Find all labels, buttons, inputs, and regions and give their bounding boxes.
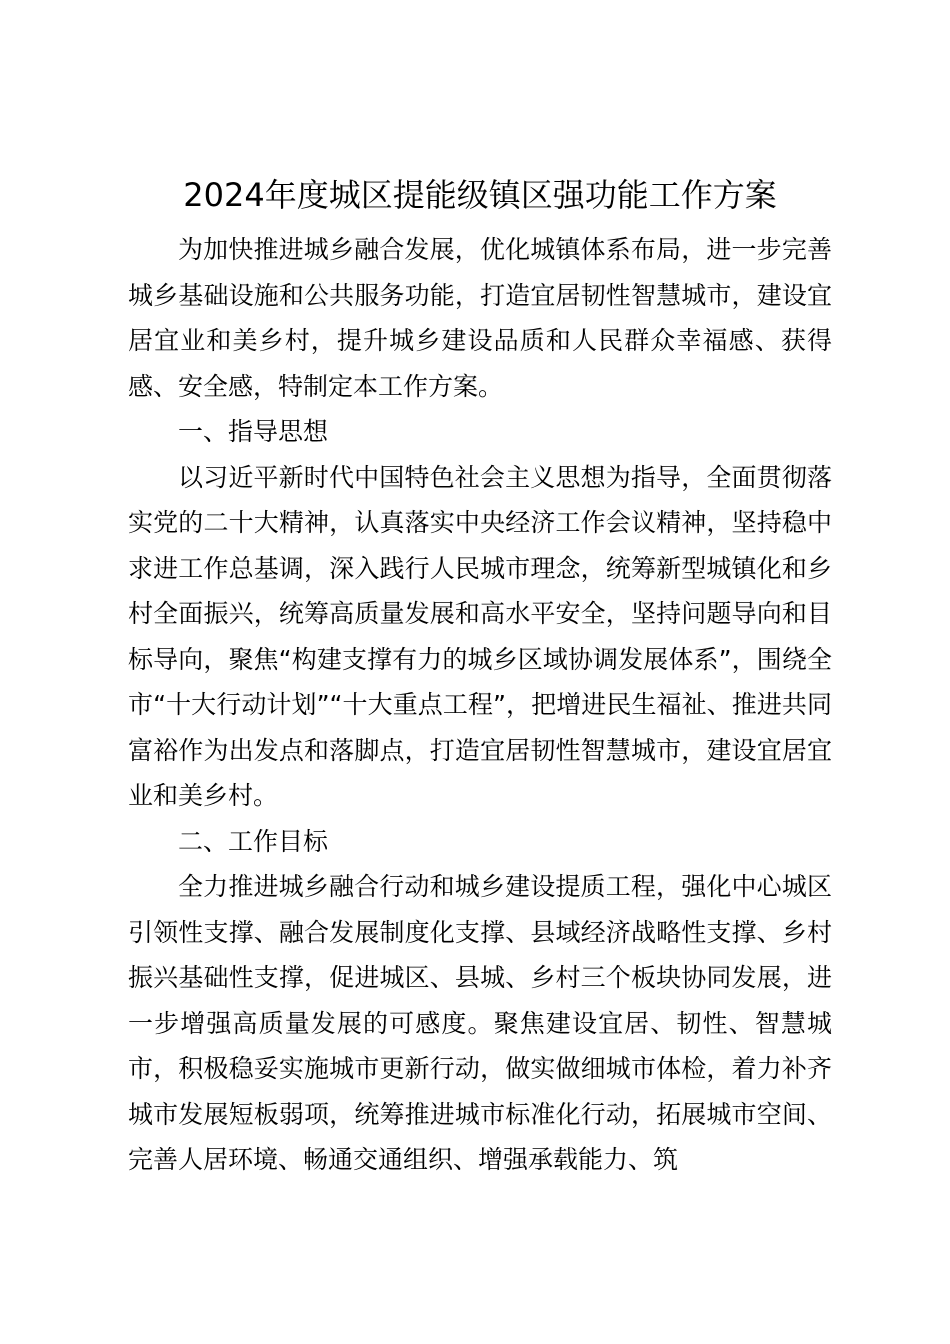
document-body	[128, 227, 832, 1183]
intro-paragraph: 为加快推进城乡融合发展，优化城镇体系布局，进一步完善城乡基础设施和公共服务功能，打造宜居韧性智慧城市，建设宜居宜业和美乡村，提升城乡建设品质和人民群众幸福感、获得感、安全感，特制定本工作方案。	[128, 235, 832, 401]
document-title: 2024年度城区提能级镇区强功能工作方案	[183, 176, 777, 214]
section-paragraph-guiding-ideology: 以习近平新时代中国特色社会主义思想为指导，全面贯彻落实党的二十大精神，认真落实中央经济工作会议精神，坚持稳中求进工作总基调，深入践行人民城市理念，统筹新型城镇化和乡村全面振兴，统筹高质量发展和高水平安全，坚持问题导向和目标导向，聚焦“构建支撑有力的城乡区域协调发展体系”，围绕全市“十大行动计划”“十大重点工程”，把增进民生福祉、推进共同富裕作为出发点和落脚点，打造宜居韧性智慧城市，建设宜居宜业和美乡村。	[128, 462, 832, 810]
section-paragraph-work-goals: 全力推进城乡融合行动和城乡建设提质工程，强化中心城区引领性支撑、融合发展制度化支撑、县域经济战略性支撑、乡村振兴基础性支撑，促进城区、县城、乡村三个板块协同发展，进一步增强高质量发展的可感度。聚焦建设宜居、韧性、智慧城市，积极稳妥实施城市更新行动，做实做细城市体检，着力补齐城市发展短板弱项，统筹推进城市标准化行动，拓展城市空间、完善人居环境、畅通交通组织、增强承载能力、筑	[128, 872, 832, 1174]
section-heading-guiding-ideology: 一、指导思想	[178, 417, 329, 446]
section-heading-work-goals: 二、工作目标	[178, 826, 329, 856]
